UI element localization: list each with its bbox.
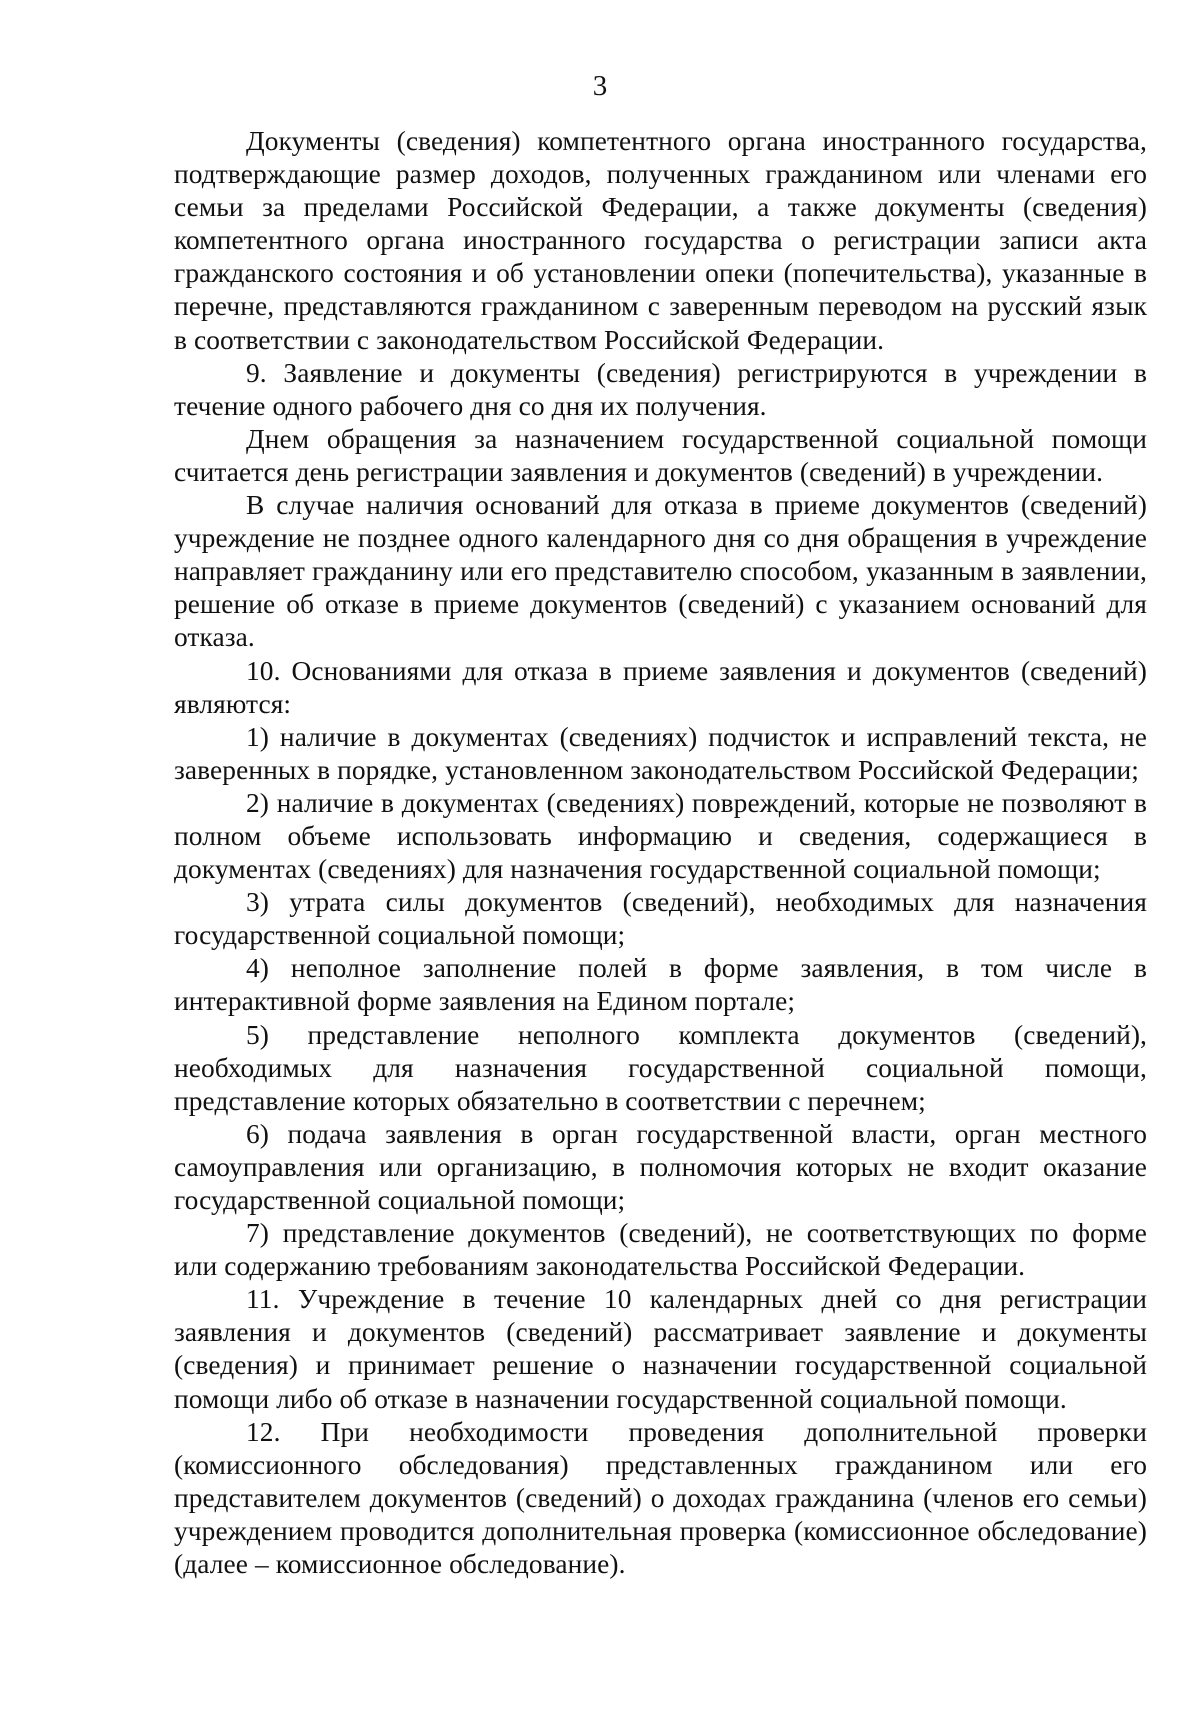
paragraph-item-10: 10. Основаниями для отказа в приеме заявления и документов (сведений) являются:	[174, 655, 1147, 719]
paragraph-application-date: Днем обращения за назначением государственной социальной помощи считается день регистрации заявления и документов (сведений) в учреждении.	[174, 423, 1147, 487]
paragraph-item-12: 12. При необходимости проведения дополнительной проверки (комиссионного обследования) представленных гражданином или его представителем документов (сведений) о доходах гражданина (членов его семьи) учреждением проводится дополнительная проверка (комиссионное обследование) (далее – комиссионное обследование).	[174, 1416, 1147, 1580]
paragraph-item-11: 11. Учреждение в течение 10 календарных дней со дня регистрации заявления и документов (сведений) рассматривает заявление и документы (сведения) и принимает решение о назначении государственной социальной помощи либо об отказе в назначении государственной социальной помощи.	[174, 1284, 1147, 1414]
list-item-10-2: 2) наличие в документах (сведениях) повреждений, которые не позволяют в полном объеме использовать информацию и сведения, содержащиеся в документах (сведениях) для назначения государственной социальной помощи;	[174, 787, 1147, 885]
list-item-10-5: 5) представление неполного комплекта документов (сведений), необходимых для назначения государственной социальной помощи, представление которых обязательно в соответствии с перечнем;	[174, 1019, 1147, 1116]
page-number: 3	[592, 70, 608, 102]
list-item-10-7: 7) представление документов (сведений), не соответствующих по форме или содержанию требованиям законодательства Российской Федерации.	[174, 1218, 1147, 1282]
paragraph-item-9: 9. Заявление и документы (сведения) регистрируются в учреждении в течение одного рабочего дня со дня их получения.	[174, 357, 1147, 421]
paragraph-refusal-notice: В случае наличия оснований для отказа в приеме документов (сведений) учреждение не позднее одного календарного дня со дня обращения в учреждение направляет гражданину или его представителю способом, указанным в заявлении, решение об отказе в приеме документов (сведений) с указанием оснований для отказа.	[174, 490, 1147, 653]
list-item-10-3: 3) утрата силы документов (сведений), необходимых для назначения государственной социальной помощи;	[174, 887, 1147, 951]
list-item-10-4: 4) неполное заполнение полей в форме заявления, в том числе в интерактивной форме заявления на Едином портале;	[174, 953, 1147, 1017]
document-body	[174, 125, 1147, 1581]
list-item-10-1: 1) наличие в документах (сведениях) подчисток и исправлений текста, не заверенных в порядке, установленном законодательством Российской Федерации;	[174, 721, 1147, 785]
paragraph-foreign-documents: Документы (сведения) компетентного органа иностранного государства, подтверждающие размер доходов, полученных гражданином или членами его семьи за пределами Российской Федерации, а также документы (сведения) компетентного органа иностранного государства о регистрации записи акта гражданского состояния и об установлении опеки (попечительства), указанные в перечне, представляются гражданином с заверенным переводом на русский язык в соответствии с законодательством Российской Федерации.	[174, 126, 1147, 355]
list-item-10-6: 6) подача заявления в орган государственной власти, орган местного самоуправления или организацию, в полномочия которых не входит оказание государственной социальной помощи;	[174, 1118, 1147, 1215]
